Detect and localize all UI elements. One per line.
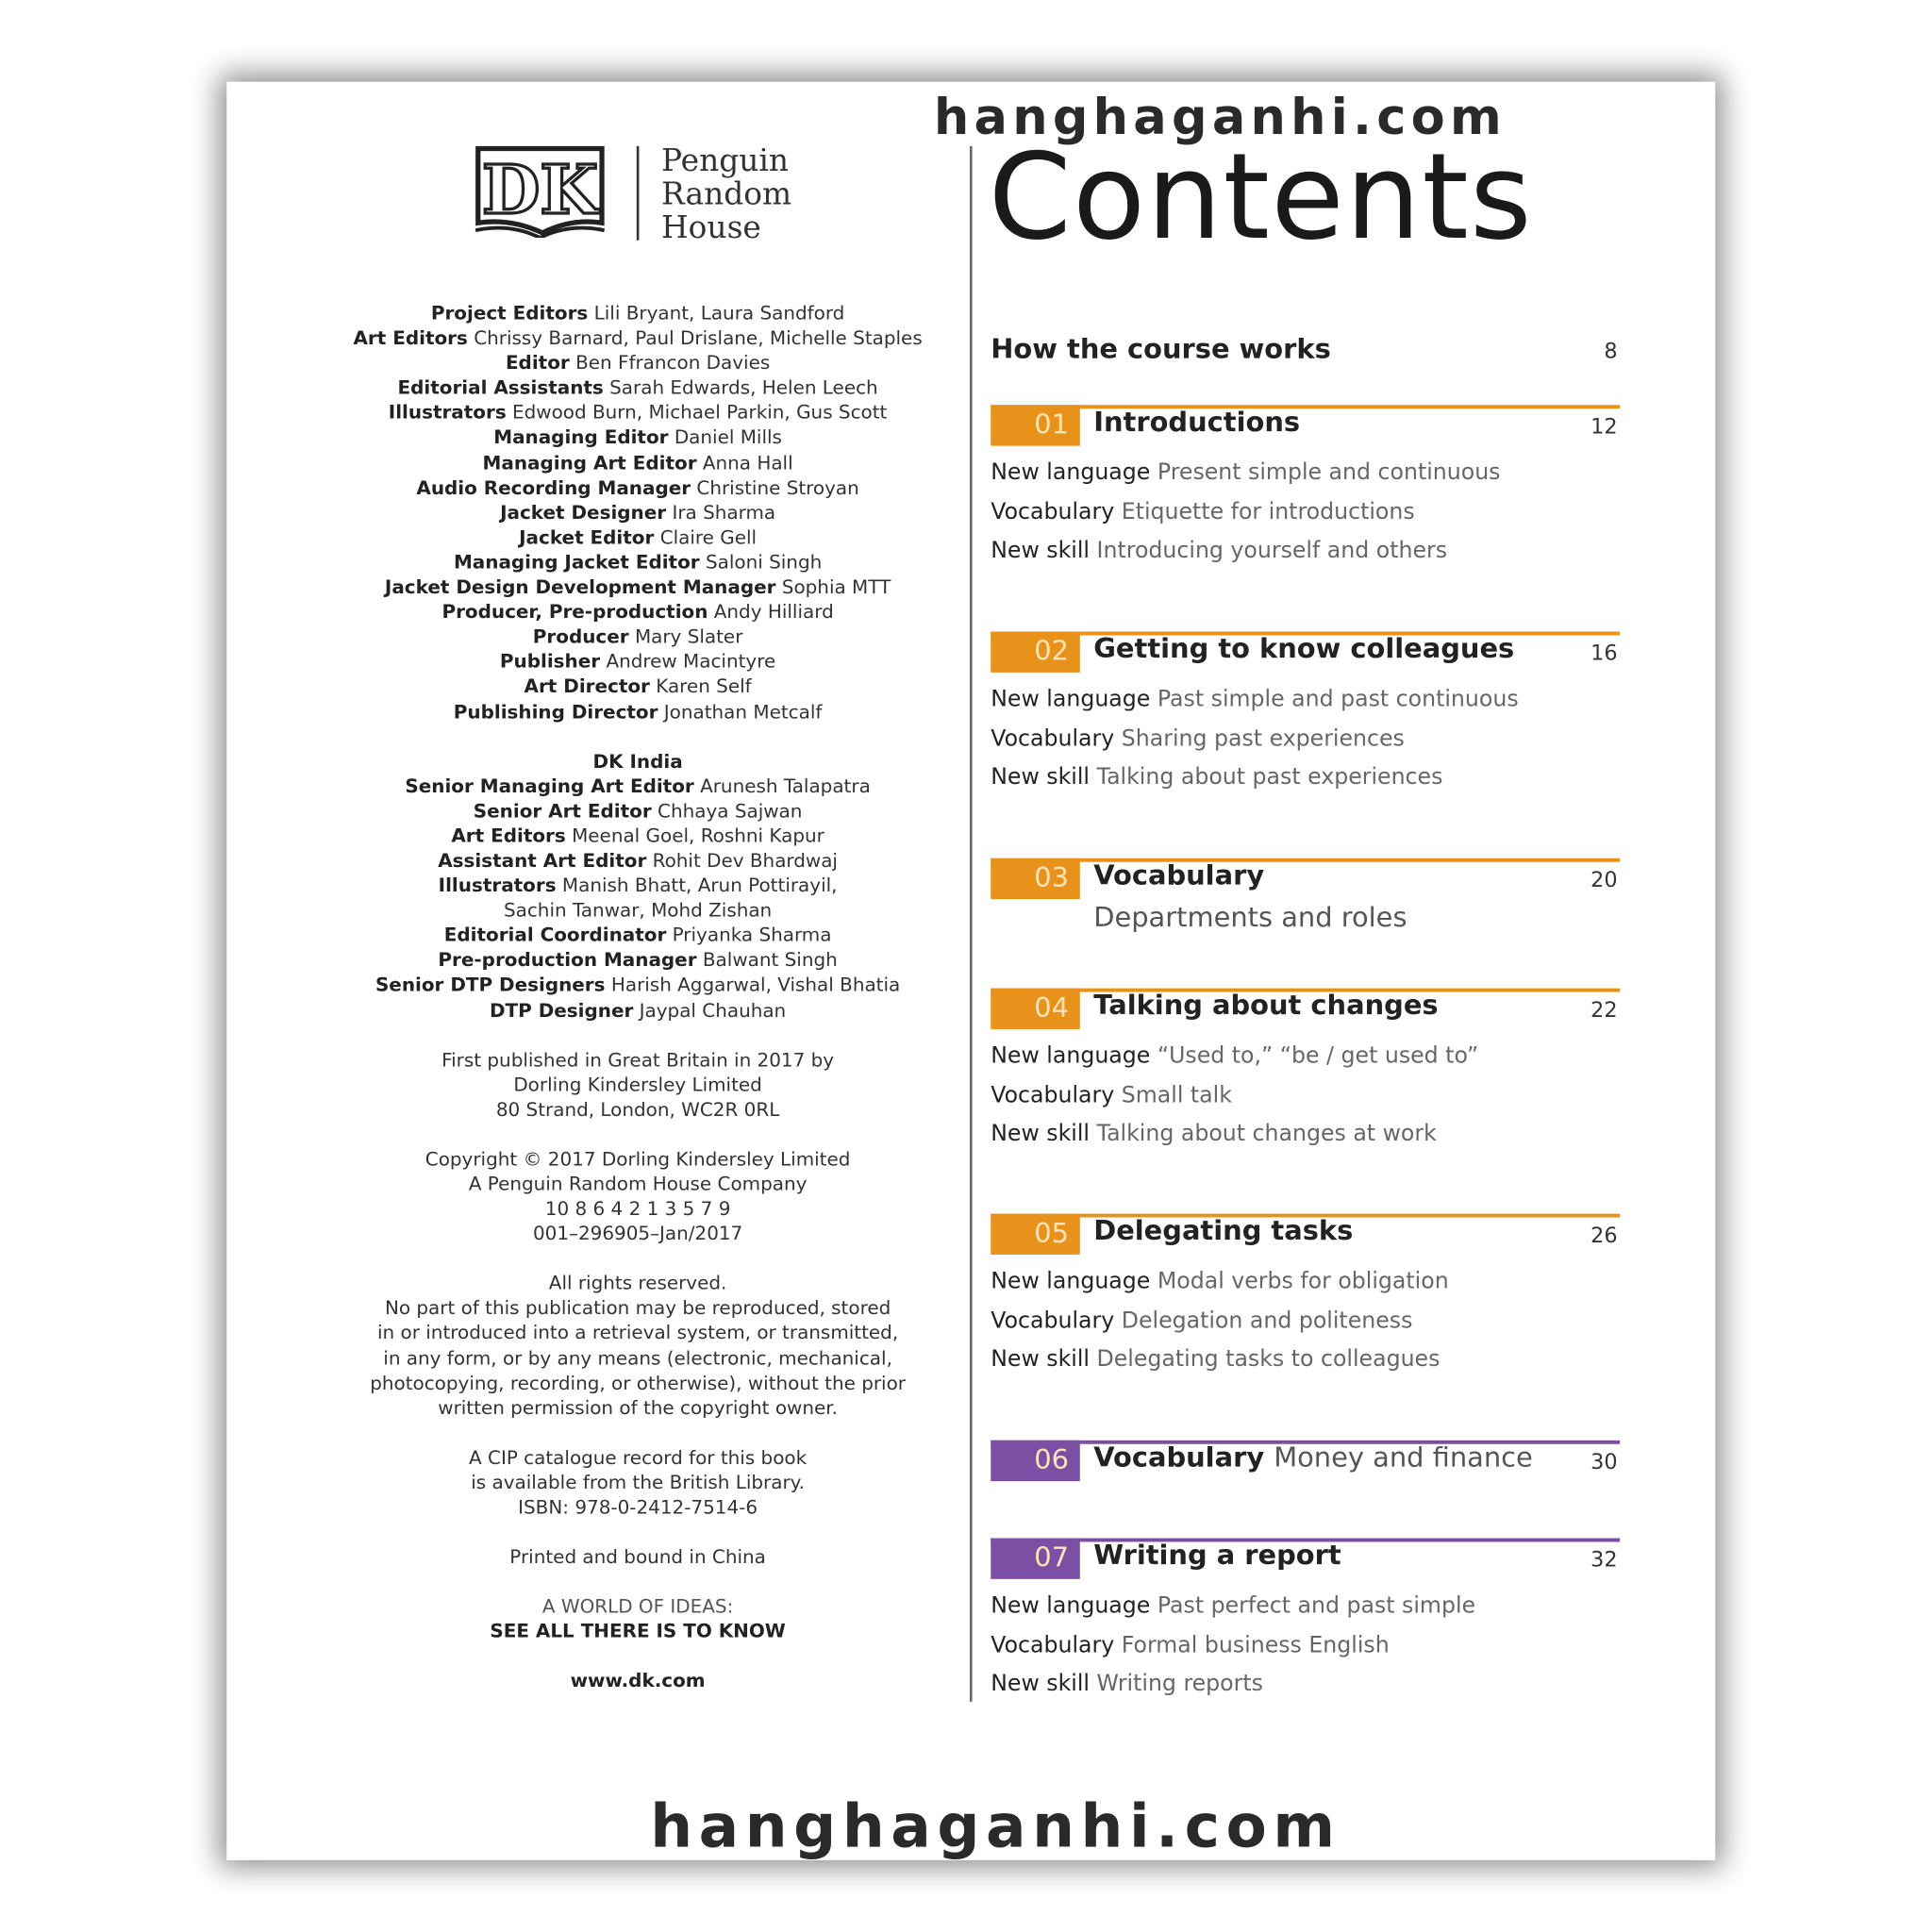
topic-text: Delegation and politeness [1121,1307,1413,1334]
topic-text: Past simple and past continuous [1157,686,1519,712]
section-topic [991,1121,1437,1147]
credit-names: All rights reserved. [548,1272,727,1295]
section-number-badge: 02 [991,632,1080,673]
topic-label: Vocabulary [991,1081,1115,1108]
section-topic [991,686,1518,712]
credit-line [309,425,966,450]
section-topic [991,1082,1232,1108]
section-topic [991,1042,1478,1069]
credit-line [309,699,966,724]
wordmark-line: House [661,208,761,245]
credit-names: Ben Ffrancon Davies [575,352,771,375]
section-title-text: Introductions [1093,407,1301,439]
credit-line [309,1172,966,1196]
section-topic [991,1346,1440,1373]
credits-imprint [309,301,966,1693]
credit-line [309,749,966,774]
section-number-badge: 03 [991,858,1080,899]
credit-role: Jacket Design Development Manager [384,575,776,599]
section-topic [991,1307,1412,1334]
topic-label: New skill [991,537,1091,564]
spacer [309,1421,966,1445]
topic-label: Vocabulary [991,724,1115,752]
credit-names: Ira Sharma [672,501,776,524]
toc-page-number: 26 [1591,1224,1618,1249]
credit-line [309,1445,966,1470]
credit-line [309,1371,966,1395]
topic-text: Writing reports [1096,1670,1263,1697]
credit-line [309,401,966,425]
credit-line [309,874,966,898]
credit-line [309,625,966,649]
topic-text: Talking about changes at work [1096,1121,1437,1147]
credit-names: Daniel Mills [674,426,782,449]
credit-role: DK India [592,750,683,773]
credit-role: Producer, Pre-production [441,600,708,624]
credit-role: Art Editors [451,824,566,847]
credit-names: Harish Aggarwal, Vishal Bhatia [610,974,901,997]
credit-names: Sophia MTT [781,575,891,599]
toc-page-number: 16 [1591,641,1618,667]
column-divider [970,146,973,1702]
topic-label: New language [991,1042,1151,1069]
topic-label: New language [991,459,1151,486]
credit-names: 10 8 6 4 2 1 3 5 7 9 [544,1197,731,1221]
credit-names: 80 Strand, London, WC2R 0RL [495,1098,780,1121]
dk-book-logo-icon [473,143,607,238]
credit-line [309,1271,966,1295]
toc-page-number: 20 [1591,868,1618,893]
credit-line [309,525,966,549]
credit-names: is available from the British Library. [471,1471,805,1494]
topic-label: New skill [991,1121,1091,1147]
topic-label: Vocabulary [991,498,1115,525]
credit-line [309,1097,966,1122]
section-number-badge: 07 [991,1539,1080,1579]
credit-line [309,1345,966,1370]
credit-names: Sarah Edwards, Helen Leech [609,376,878,400]
credit-names: Sachin Tanwar, Mohd Zishan [503,899,773,922]
credit-line [309,500,966,525]
topic-text: Sharing past experiences [1121,724,1405,752]
credit-role: Illustrators [438,874,557,897]
credit-line [309,375,966,400]
credit-names: Andrew Macintyre [606,650,776,674]
credit-line [309,351,966,375]
logo-divider [637,146,640,241]
credit-names: Mary Slater [634,625,743,648]
credit-line [309,450,966,475]
credit-names: Jonathan Metcalf [663,700,823,724]
credit-role: Art Director [524,675,650,698]
credit-role: Producer [532,625,629,648]
credit-line [309,1073,966,1097]
credit-names: ISBN: 978-0-2412-7514-6 [518,1495,758,1519]
section-topic [991,1592,1475,1619]
credit-role: Managing Jacket Editor [453,551,700,574]
spacer [309,1122,966,1146]
credit-names: Balwant Singh [702,949,838,972]
topic-text: Delegating tasks to colleagues [1096,1346,1441,1373]
credit-names: A WORLD OF IDEAS: [541,1595,734,1618]
credit-role: Illustrators [388,401,507,425]
section-topic [991,725,1405,752]
credit-line [309,998,966,1023]
section-rule [991,405,1620,408]
toc-page-number: 30 [1591,1450,1618,1475]
section-title [1093,1216,1353,1247]
credit-names: Karen Self [656,675,752,698]
credit-names: Lili Bryant, Laura Sandford [593,302,845,325]
section-title [1093,991,1438,1022]
toc-entry-title: How the course works [991,334,1331,366]
credit-names: Edwood Burn, Michael Parkin, Gus Scott [512,401,888,425]
credit-line [309,973,966,997]
svg-text:DK: DK [481,149,598,229]
credit-role: SEE ALL THERE IS TO KNOW [490,1620,786,1643]
credit-role: Jacket Editor [519,525,655,549]
credit-names: Jaypal Chauhan [639,998,787,1022]
credit-line [309,1047,966,1072]
section-number-badge: 06 [991,1441,1080,1481]
credit-names: Chrissy Barnard, Paul Drislane, Michelle Staples [474,326,923,350]
credit-role: Project Editors [430,302,589,325]
section-title-text: Talking about changes [1093,991,1439,1023]
credit-role: Jacket Designer [500,501,667,524]
section-number-badge: 04 [991,989,1080,1029]
credit-role: Art Editors [353,326,468,350]
toc-page-number: 12 [1591,414,1618,441]
section-title-text: Getting to know colleagues [1093,634,1515,665]
section-number-badge: 05 [991,1214,1080,1255]
credit-role: Publishing Director [453,700,658,724]
topic-label: New skill [991,764,1091,791]
credit-role: Senior Managing Art Editor [405,774,694,798]
topic-text: Formal business English [1121,1631,1390,1658]
credit-line [309,774,966,798]
toc-page-number: 22 [1591,998,1618,1024]
credit-line [309,1619,966,1643]
section-subtitle: Money and finance [1274,1442,1533,1474]
section-title [1093,634,1514,665]
credit-role: Pre-production Manager [438,949,697,972]
spacer [309,1246,966,1271]
section-topic [991,538,1447,564]
topic-text: Introducing yourself and others [1096,537,1448,564]
credit-names: First published in Great Britain in 2017 by [441,1048,835,1072]
spacer [309,1644,966,1669]
credit-line [309,898,966,923]
spacer [309,1023,966,1047]
credit-names: A Penguin Random House Company [468,1173,808,1195]
watermark-bottom: hanghaganhi.com [650,1791,1341,1862]
credit-line [309,675,966,699]
credit-role: Editorial Coordinator [443,924,667,947]
credit-line [309,824,966,848]
credit-names: Claire Gell [659,525,758,549]
credit-names: Saloni Singh [705,551,823,574]
topic-text: Present simple and continuous [1157,459,1501,486]
credit-line [309,1321,966,1345]
section-title [1093,1541,1341,1572]
page-title: Contents [988,127,1534,267]
credit-names: written permission of the copyright owner. [438,1396,838,1420]
topic-text: Talking about past experiences [1096,764,1443,791]
credit-role: Editorial Assistants [397,376,604,400]
topic-label: Vocabulary [991,1307,1115,1334]
credit-names: A CIP catalogue record for this book [469,1446,808,1469]
topic-text: Small talk [1121,1081,1232,1108]
section-topic [991,459,1500,486]
topic-label: New language [991,686,1151,712]
credit-line [309,649,966,674]
topic-label: New skill [991,1670,1091,1697]
credit-role: Publisher [499,650,601,674]
credit-line [309,600,966,625]
section-topic [991,764,1442,791]
credit-line [309,575,966,599]
credit-line [309,475,966,500]
credit-role: DTP Designer [489,998,634,1022]
wordmark-line: Penguin [661,142,789,179]
credit-line [309,1222,966,1246]
credit-line [309,798,966,823]
credit-names: in any form, or by any means (electronic, mechanical, [383,1346,892,1370]
credit-names: photocopying, recording, or otherwise), without the prior [370,1372,906,1394]
credit-role: Senior DTP Designers [375,974,606,997]
credit-line [309,1196,966,1221]
credit-line [309,923,966,947]
section-title [1093,408,1300,439]
credit-names: Dorling Kindersley Limited [513,1073,762,1096]
credit-line [309,1147,966,1172]
credit-line [309,1594,966,1619]
credit-names: Andy Hilliard [713,600,834,624]
credit-names: Chhaya Sajwan [658,799,803,823]
topic-label: New skill [991,1346,1091,1373]
credit-line [309,1495,966,1520]
topic-label: New language [991,1592,1151,1619]
topic-label: Vocabulary [991,1631,1115,1658]
credit-names: Rohit Dev Bhardwaj [652,849,838,873]
credit-role: Senior Art Editor [473,799,652,823]
credit-names: Copyright © 2017 Dorling Kindersley Limited [425,1147,851,1171]
credit-names: No part of this publication may be reproduced, stored [384,1297,891,1320]
credit-line [309,301,966,325]
credit-line [309,1544,966,1569]
credit-names: in or introduced into a retrieval system, or transmitted, [377,1322,899,1345]
watermark-top: hanghaganhi.com [933,89,1507,146]
section-number-badge: 01 [991,405,1080,445]
section-title-text: Vocabulary [1093,1442,1265,1474]
topic-label: New language [991,1268,1151,1294]
credit-role: Editor [505,352,570,375]
credit-role: Assistant Art Editor [438,849,647,873]
spacer [309,1520,966,1544]
credit-role: Managing Art Editor [482,451,697,475]
credit-line [309,1395,966,1420]
topic-text: Etiquette for introductions [1121,498,1415,525]
credit-names: Meenal Goel, Roshni Kapur [572,824,824,847]
credit-role: Managing Editor [493,426,669,449]
credit-line [309,948,966,973]
credit-names: Christine Stroyan [696,475,859,499]
topic-text: Past perfect and past simple [1157,1592,1476,1619]
credit-names: Manish Bhatt, Arun Pottirayil, [561,874,838,897]
credit-line [309,325,966,350]
toc-page-number: 8 [1604,339,1618,364]
credit-names: Anna Hall [702,451,793,475]
credit-line [309,1296,966,1321]
spacer [309,1570,966,1594]
section-title [1093,1442,1533,1474]
section-topic [991,1632,1389,1658]
credit-line [309,848,966,873]
section-subtitle: Departments and roles [1093,903,1407,934]
toc-page-number: 32 [1591,1548,1618,1574]
section-title [1093,860,1264,891]
credit-line [309,550,966,575]
spacer [309,724,966,748]
credit-names: 001–296905–Jan/2017 [532,1222,743,1245]
credit-names: Priyanka Sharma [672,924,832,947]
penguin-random-house-wordmark [661,143,791,243]
credit-names: Printed and bound in China [509,1545,766,1569]
section-title-text: Writing a report [1093,1541,1341,1572]
section-topic [991,1268,1448,1294]
section-topic [991,1671,1263,1697]
section-topic [991,498,1414,525]
toc-entry-how-the-course-works[interactable] [991,334,1620,365]
credit-line [309,1470,966,1494]
credit-names: Arunesh Talapatra [700,774,871,798]
topic-text: “Used to,” “be / get used to” [1157,1042,1479,1069]
credit-line [309,1669,966,1693]
wordmark-line: Random [661,175,792,212]
topic-text: Modal verbs for obligation [1157,1268,1449,1294]
section-rule [991,858,1620,862]
credit-role: www.dk.com [570,1670,706,1692]
credit-role: Audio Recording Manager [416,475,691,499]
section-title-text: Delegating tasks [1093,1216,1354,1248]
section-title-text: Vocabulary [1093,860,1265,892]
